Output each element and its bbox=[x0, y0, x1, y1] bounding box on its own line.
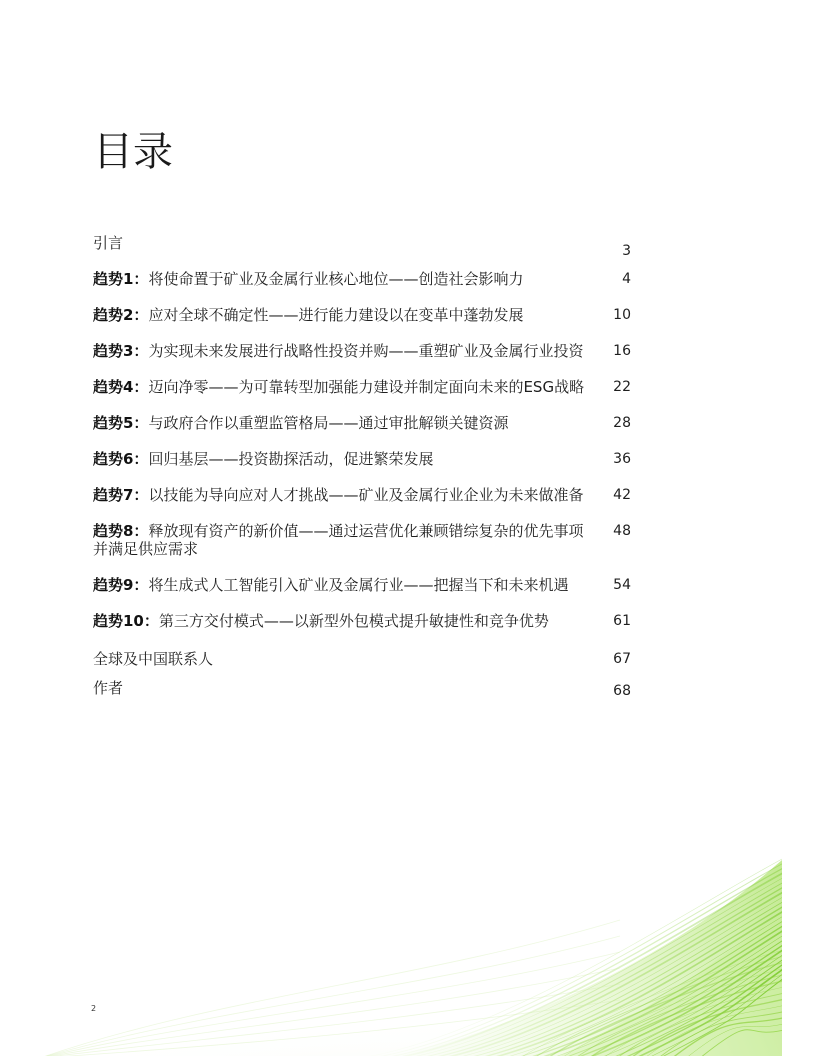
toc-entry-text: 释放现有资产的新价值——通过运营优化兼顾错综复杂的优先事项并满足供应需求 bbox=[93, 522, 584, 558]
toc-entry-contacts bbox=[93, 650, 631, 668]
toc-entry-title bbox=[93, 650, 589, 668]
toc-entry-title bbox=[93, 234, 589, 252]
toc-entry-text: 回归基层——投资勘探活动，促进繁荣发展 bbox=[148, 450, 434, 468]
toc-entry-title bbox=[93, 522, 589, 558]
toc-entry-trend-3 bbox=[93, 342, 631, 360]
decorative-green-swirl bbox=[0, 840, 816, 1056]
toc-entry-trend-8 bbox=[93, 522, 631, 558]
toc-entry-label: 趋势5： bbox=[93, 414, 149, 432]
toc-page-number: 67 bbox=[613, 651, 631, 667]
toc-entry-title bbox=[93, 576, 589, 594]
toc-entry-label: 趋势10： bbox=[93, 612, 159, 630]
toc-entry-title bbox=[93, 306, 589, 324]
toc-page-number: 61 bbox=[613, 613, 631, 629]
toc-entry-title bbox=[93, 679, 589, 697]
toc-entry-title bbox=[93, 612, 589, 630]
toc-entry-label: 趋势4： bbox=[93, 378, 149, 396]
toc-entry-title bbox=[93, 486, 589, 504]
toc-entry-title bbox=[93, 270, 589, 288]
toc-page-number: 4 bbox=[622, 271, 631, 287]
toc-entry-trend-2 bbox=[93, 306, 631, 324]
toc-entry-trend-1 bbox=[93, 270, 631, 288]
toc-entry-title bbox=[93, 342, 589, 360]
toc-entry-trend-4 bbox=[93, 378, 631, 396]
toc-entry-label: 趋势9： bbox=[93, 576, 149, 594]
toc-page-number: 68 bbox=[613, 683, 631, 699]
toc-entry-text: 作者 bbox=[93, 679, 124, 697]
toc-page-number: 3 bbox=[622, 243, 631, 259]
table-of-contents bbox=[93, 234, 631, 715]
toc-page-number: 54 bbox=[613, 577, 631, 593]
page-title: 目录 bbox=[93, 129, 173, 175]
toc-entry-title bbox=[93, 414, 589, 432]
toc-page-number: 10 bbox=[613, 307, 631, 323]
toc-entry-text: 全球及中国联系人 bbox=[93, 650, 214, 668]
toc-entry-text: 与政府合作以重塑监管格局——通过审批解锁关键资源 bbox=[148, 414, 509, 432]
toc-page-number: 36 bbox=[613, 451, 631, 467]
toc-entry-trend-9 bbox=[93, 576, 631, 594]
toc-page-number: 16 bbox=[613, 343, 631, 359]
toc-entry-trend-5 bbox=[93, 414, 631, 432]
toc-entry-label: 趋势1： bbox=[93, 270, 149, 288]
toc-entry-text: 引言 bbox=[93, 234, 124, 252]
toc-entry-authors bbox=[93, 679, 631, 697]
toc-entry-label: 趋势8： bbox=[93, 522, 149, 540]
toc-entry-trend-10 bbox=[93, 612, 631, 630]
toc-entry-trend-7 bbox=[93, 486, 631, 504]
toc-page-number: 48 bbox=[613, 523, 631, 539]
toc-entry-text: 第三方交付模式——以新型外包模式提升敏捷性和竞争优势 bbox=[158, 612, 549, 630]
toc-entry-label: 趋势3： bbox=[93, 342, 149, 360]
toc-entry-trend-6 bbox=[93, 450, 631, 468]
toc-entry-title bbox=[93, 450, 589, 468]
toc-entry-label: 趋势6： bbox=[93, 450, 149, 468]
swirl-group bbox=[0, 858, 816, 1056]
toc-entry-text: 迈向净零——为可靠转型加强能力建设并制定面向未来的ESG战略 bbox=[148, 378, 585, 396]
toc-entry-label: 趋势2： bbox=[93, 306, 149, 324]
toc-entry-text: 将生成式人工智能引入矿业及金属行业——把握当下和未来机遇 bbox=[148, 576, 569, 594]
toc-page-number: 28 bbox=[613, 415, 631, 431]
toc-entry-text: 以技能为导向应对人才挑战——矿业及金属行业企业为未来做准备 bbox=[148, 486, 584, 504]
toc-entry-label: 趋势7： bbox=[93, 486, 149, 504]
toc-entry-text: 将使命置于矿业及金属行业核心地位——创造社会影响力 bbox=[148, 270, 524, 288]
footer-page-number: 2 bbox=[91, 1004, 97, 1013]
toc-entry-title bbox=[93, 378, 589, 396]
toc-entry-text: 为实现未来发展进行战略性投资并购——重塑矿业及金属行业投资 bbox=[148, 342, 584, 360]
toc-entry-intro bbox=[93, 234, 631, 259]
toc-page-number: 22 bbox=[613, 379, 631, 395]
toc-page-number: 42 bbox=[613, 487, 631, 503]
toc-entry-text: 应对全球不确定性——进行能力建设以在变革中蓬勃发展 bbox=[148, 306, 524, 324]
